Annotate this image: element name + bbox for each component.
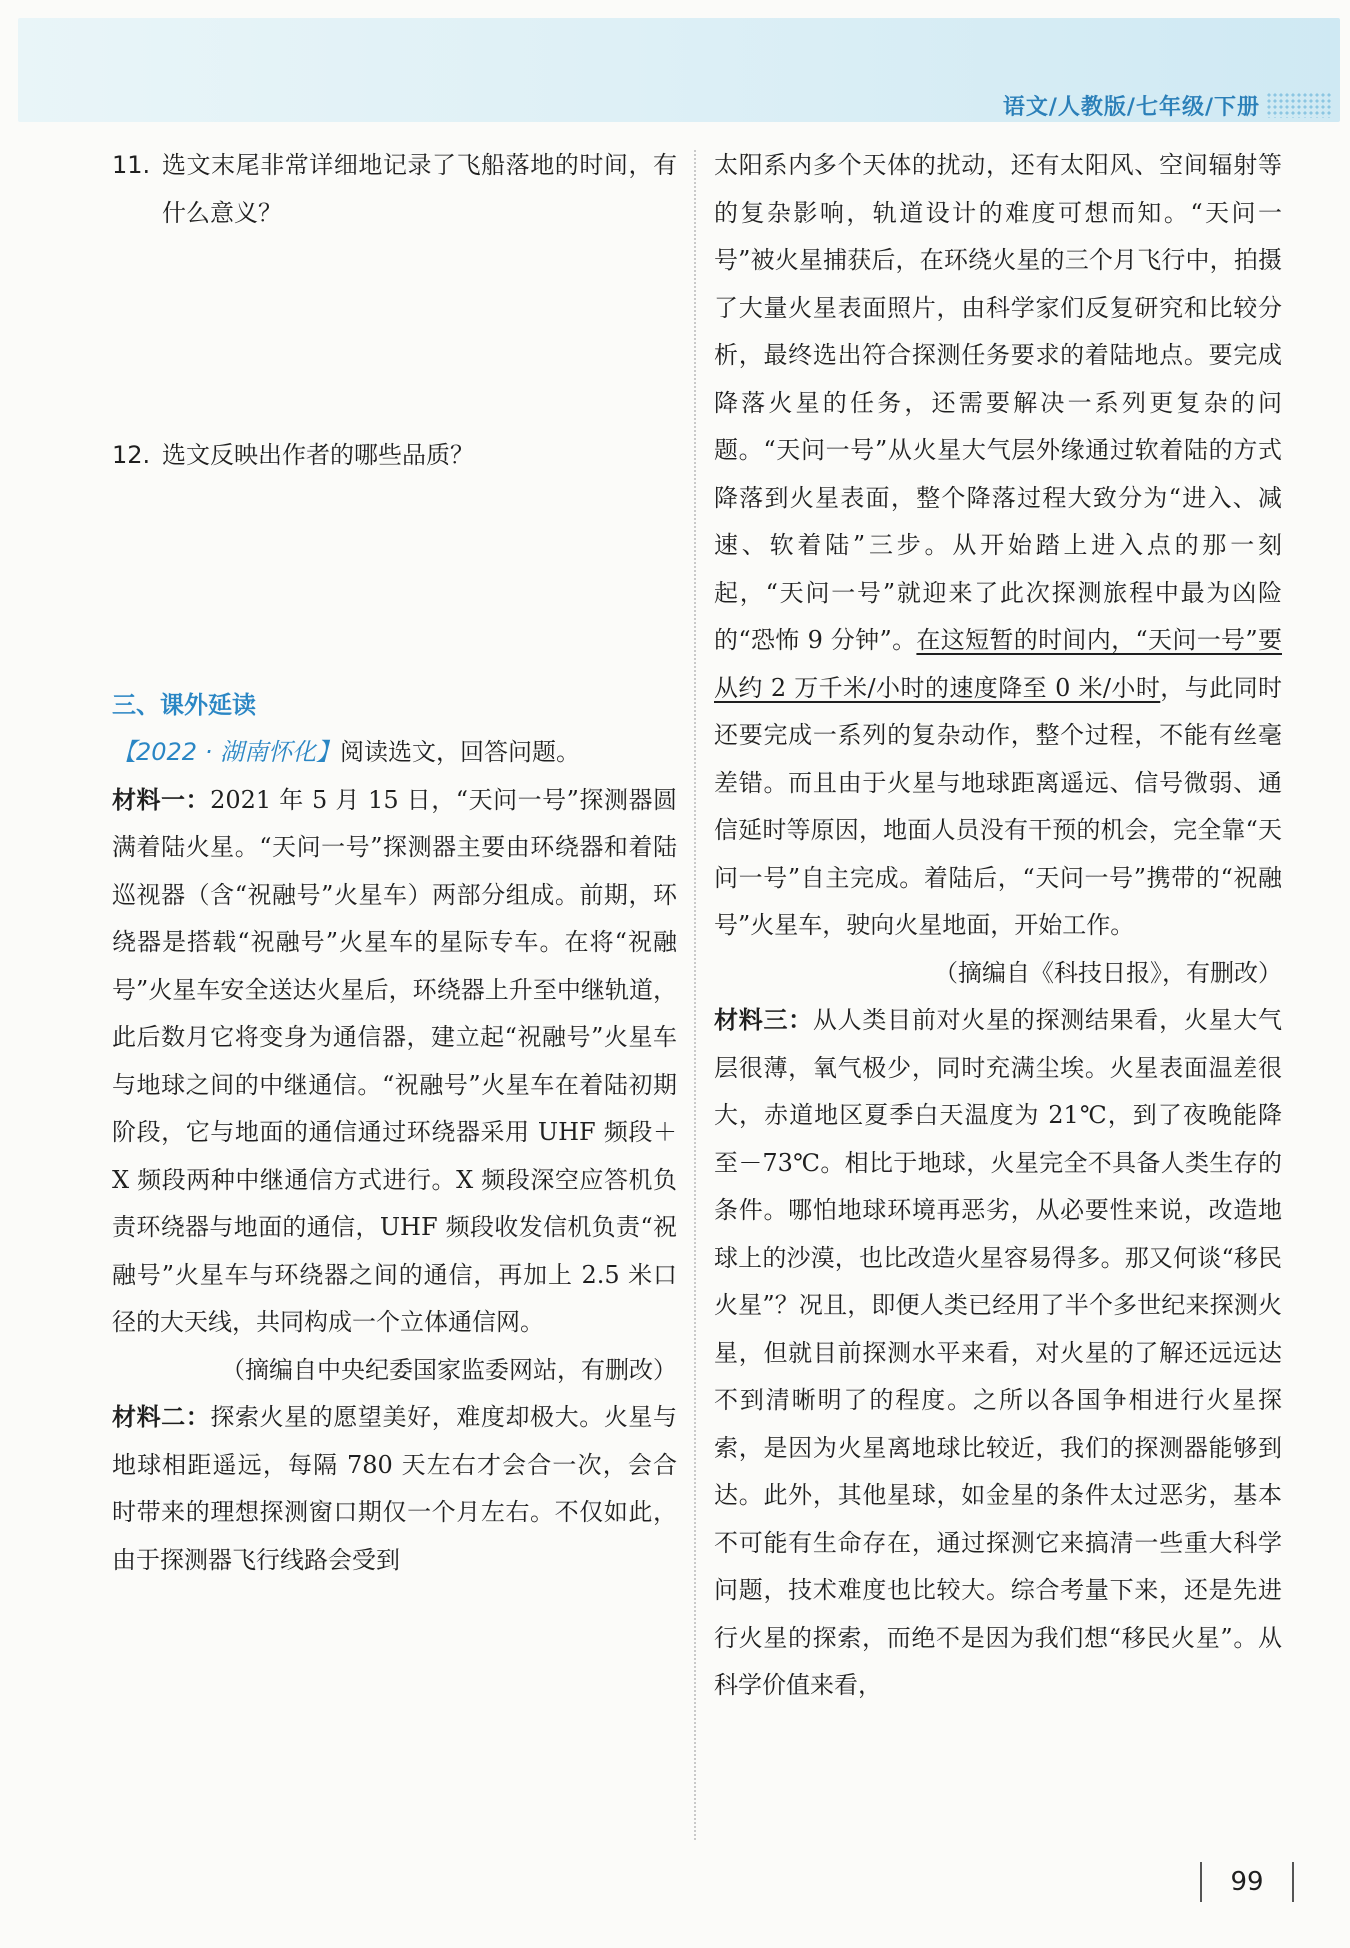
- question-number: 12.: [112, 441, 151, 469]
- material-2-text-b: ，与此同时还要完成一系列的复杂动作，整个过程，不能有丝毫差错。而且由于火星与地球距离遥远、信号微弱、通信延时等原因，地面人员没有干预的机会，完全靠“天问一号”自主完成。着陆后，“天问一号”携带的“祝融号”火星车，驶向火星地面，开始工作。: [714, 673, 1283, 939]
- right-column: [714, 142, 1282, 1710]
- answer-space-11: [112, 237, 677, 432]
- material-3-text: 从人类目前对火星的探测结果看，火星大气层很薄，氧气极少，同时充满尘埃。火星表面温差很大，赤道地区夏季白天温度为 21℃，到了夜晚能降至－73℃。相比于地球，火星完全不具备人类生存的条件。哪怕地球环境再恶劣，从必要性来说，改造地球上的沙漠，也比改造火星容易得多。那又何谈“移民火星”？况且，即便人类已经用了半个多世纪来探测火星，但就目前探测水平来看，对火星的了解还远远达不到清晰明了的程度。之所以各国争相进行火星探索，是因为火星离地球比较近，我们的探测器能够到达。此外，其他星球，如金星的条件太过恶劣，基本不可能有生命存在，通过探测它来搞清一些重大科学问题，技术难度也比较大。综合考量下来，还是先进行火星的探索，而绝不是因为我们想“移民火星”。从科学价值来看，: [714, 1006, 1283, 1699]
- material-3: [714, 997, 1282, 1710]
- left-column: [112, 142, 677, 1584]
- material-3-label: 材料三：: [714, 1006, 813, 1034]
- material-1-citation: （摘编自中央纪委国家监委网站，有删改）: [221, 1355, 677, 1384]
- header-label: 语文/人教版/七年级/下册: [1002, 95, 1260, 120]
- material-2-citation: （摘编自《科技日报》，有删改）: [934, 958, 1282, 987]
- question-text: 选文末尾非常详细地记录了飞船落地的时间，有什么意义？: [162, 151, 677, 227]
- material-2-underlined-sentence: 在这短暂的时间内，“天问一号”要从约 2 万千米/小时的速度降至 0 米/小时: [714, 626, 1282, 702]
- question-text: 选文反映出作者的哪些品质？: [162, 441, 474, 469]
- material-1: [112, 777, 677, 1347]
- reading-instruction: [112, 729, 677, 777]
- header-dot-pattern: [1266, 92, 1332, 118]
- material-2-text-a: 探索火星的愿望美好，难度却极大。火星与地球相距遥远，每隔 780 天左右才会合一次，会合时带来的理想探测窗口期仅一个月左右。不仅如此，由于探测器飞行线路会受到: [112, 1403, 678, 1574]
- answer-space-12: [112, 480, 677, 682]
- page-number: 99: [1200, 1862, 1294, 1902]
- section-title: 三、课外延读: [112, 690, 256, 719]
- source-tag: 【2022 · 湖南怀化】: [112, 738, 340, 766]
- material-2-start: [112, 1394, 677, 1584]
- material-1-text: 2021 年 5 月 15 日，“天问一号”探测器圆满着陆火星。“天问一号”探测器主要由环绕器和着陆巡视器（含“祝融号”火星车）两部分组成。前期，环绕器是搭载“祝融号”火星车的星际专车。在将“祝融号”火星车安全送达火星后，环绕器上升至中继轨道，此后数月它将变身为通信器，建立起“祝融号”火星车与地球之间的中继通信。“祝融号”火星车在着陆初期阶段，它与地面的通信通过环绕器采用 UHF 频段＋X 频段两种中继通信方式进行。X 频段深空应答机负责环绕器与地面的通信，UHF 频段收发信机负责“祝融号”火星车与环绕器之间的通信，再加上 2.5 米口径的大天线，共同构成一个立体通信网。: [112, 785, 677, 1336]
- material-1-label: 材料一：: [112, 785, 211, 814]
- question-11: [112, 142, 677, 237]
- material-2-continued: [714, 142, 1282, 950]
- instruction-text: 阅读选文，回答问题。: [339, 738, 580, 766]
- material-2-text-a-cont: 太阳系内多个天体的扰动，还有太阳风、空间辐射等的复杂影响，轨道设计的难度可想而知。“天问一号”被火星捕获后，在环绕火星的三个月飞行中，拍摄了大量火星表面照片，由科学家们反复研究和比较分析，最终选出符合探测任务要求的着陆地点。要完成降落火星的任务，还需要解决一系列更复杂的问题。“天问一号”从火星大气层外缘通过软着陆的方式降落到火星表面，整个降落过程大致分为“进入、减速、软着陆”三步。从开始踏上进入点的那一刻起，“天问一号”就迎来了此次探测旅程中最为凶险的“恐怖 9 分钟”。: [714, 151, 1282, 654]
- question-12: [112, 432, 677, 480]
- question-number: 11.: [112, 151, 151, 179]
- material-2-label: 材料二：: [112, 1403, 211, 1431]
- column-divider: [694, 150, 696, 1840]
